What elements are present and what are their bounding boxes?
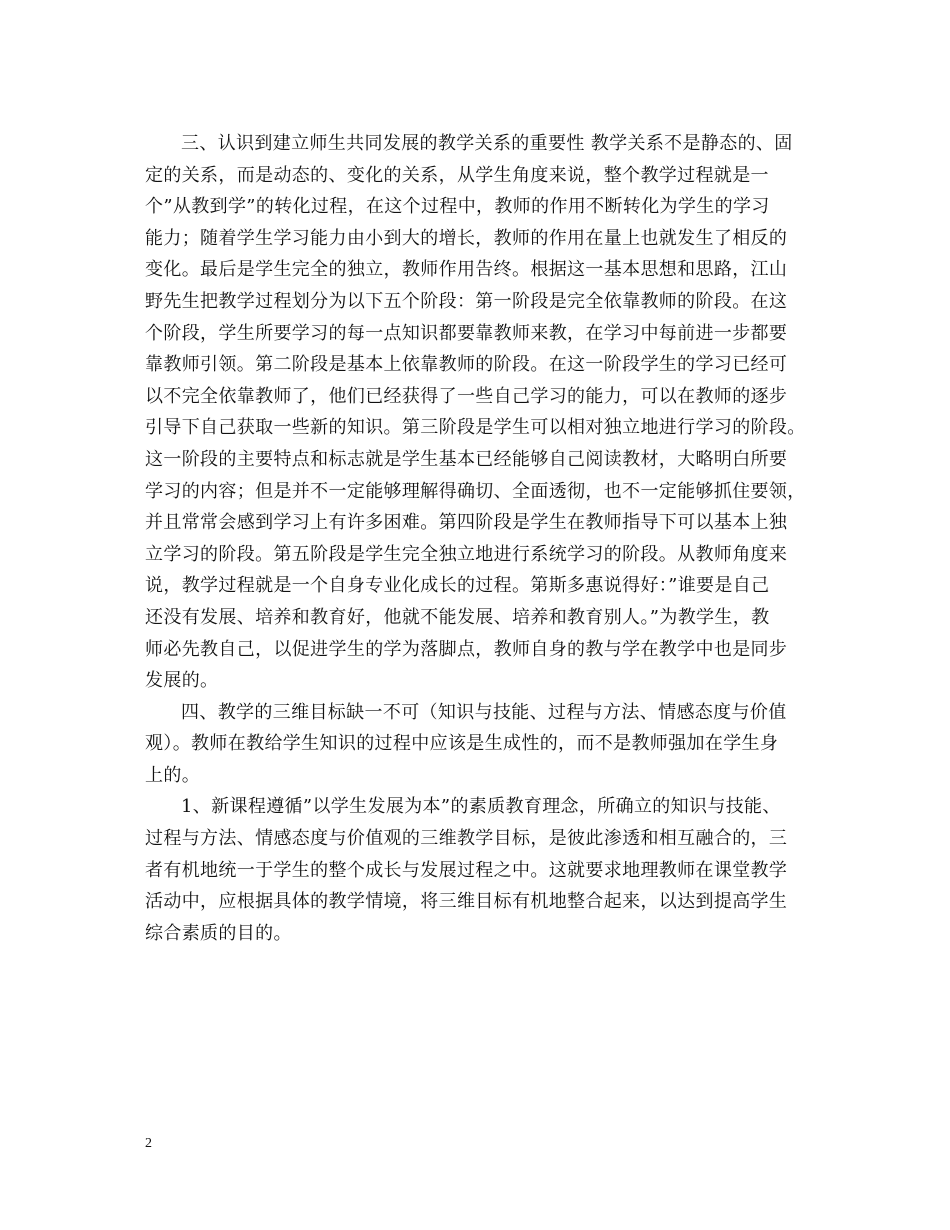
text-line: 三、认识到建立师生共同发展的教学关系的重要性 教学关系不是静态的、固 bbox=[181, 133, 793, 154]
text-line: 野先生把教学过程划分为以下五个阶段：第一阶段是完全依靠教师的阶段。在这 bbox=[145, 290, 788, 312]
text-line: 师必先教自己，以促进学生的学为落脚点，教师自身的教与学在教学中也是同步 bbox=[145, 638, 788, 660]
text-line: 能力；随着学生学习能力由小到大的增长，教师的作用在量上也就发生了相反的 bbox=[145, 227, 788, 249]
text-line: 立学习的阶段。第五阶段是学生完全独立地进行系统学习的阶段。从教师角度来 bbox=[145, 543, 788, 565]
text-line: 观）。教师在教给学生知识的过程中应该是生成性的，而不是教师强加在学生身 bbox=[145, 733, 779, 755]
text-line: 说，教学过程就是一个自身专业化成长的过程。第斯多惠说得好：”谁要是自己 bbox=[145, 575, 770, 597]
text-line: 学习的内容；但是并不一定能够理解得确切、全面透彻，也不一定能够抓住要领， bbox=[145, 480, 806, 502]
page-number: 2 bbox=[145, 1136, 152, 1151]
text-line: 活动中，应根据具体的教学情境，将三维目标有机地整合起来，以达到提高学生 bbox=[145, 891, 788, 913]
text-line: 1、新课程遵循”以学生发展为本”的素质教育理念，所确立的知识与技能、 bbox=[181, 796, 781, 818]
text-line: 这一阶段的主要特点和标志就是学生基本已经能够自己阅读教材，大略明白所要 bbox=[145, 448, 788, 470]
text-line: 个”从教到学”的转化过程，在这个过程中，教师的作用不断转化为学生的学习 bbox=[145, 196, 770, 218]
text-line: 四、教学的三维目标缺一不可（知识与技能、过程与方法、情感态度与价值 bbox=[181, 701, 787, 723]
text-line: 引导下自己获取一些新的知识。第三阶段是学生可以相对独立地进行学习的阶段。 bbox=[145, 417, 806, 439]
text-line: 定的关系，而是动态的、变化的关系，从学生角度来说，整个教学过程就是一 bbox=[145, 164, 769, 186]
text-line: 过程与方法、情感态度与价值观的三维教学目标，是彼此渗透和相互融合的，三 bbox=[145, 828, 788, 850]
text-line: 者有机地统一于学生的整个成长与发展过程之中。这就要求地理教师在课堂教学 bbox=[145, 859, 788, 881]
text-line: 以不完全依靠教师了，他们已经获得了一些自己学习的能力，可以在教师的逐步 bbox=[145, 385, 788, 407]
text-line: 上的。 bbox=[145, 764, 201, 786]
text-line: 并且常常会感到学习上有许多困难。第四阶段是学生在教师指导下可以基本上独 bbox=[145, 512, 788, 534]
text-line: 综合素质的目的。 bbox=[145, 922, 292, 944]
text-line: 个阶段，学生所要学习的每一点知识都要靠教师来教，在学习中每前进一步都要 bbox=[145, 322, 788, 344]
text-line: 发展的。 bbox=[145, 670, 219, 692]
text-line: 靠教师引领。第二阶段是基本上依靠教师的阶段。在这一阶段学生的学习已经可 bbox=[145, 354, 788, 376]
text-line: 还没有发展、培养和教育好，他就不能发展、培养和教育别人。”为教学生，教 bbox=[145, 606, 770, 628]
body-text bbox=[145, 128, 805, 949]
text-line: 变化。最后是学生完全的独立，教师作用告终。根据这一基本思想和思路，江山 bbox=[145, 259, 788, 281]
